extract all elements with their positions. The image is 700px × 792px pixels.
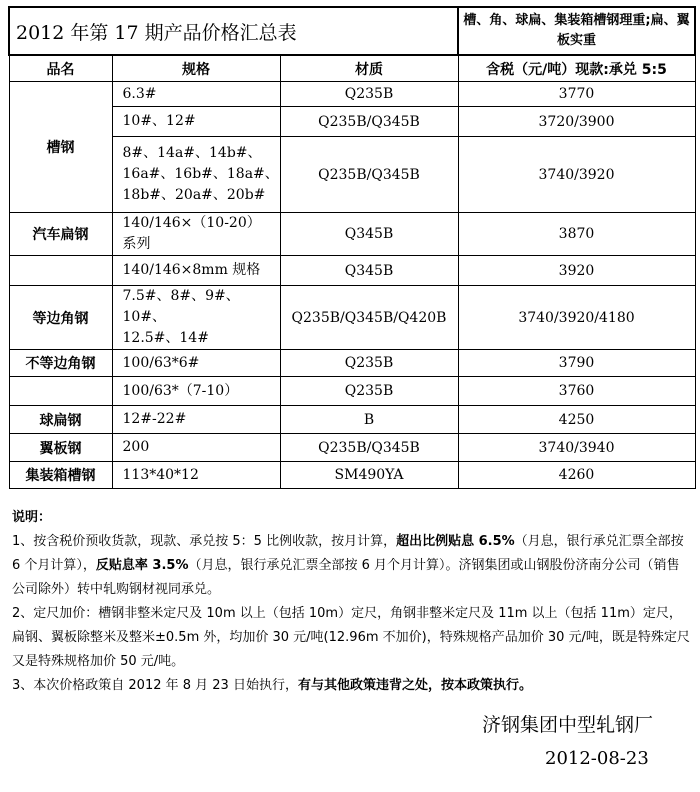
note-3: 3、本次价格政策自 2012 年 8 月 23 日始执行，有与其他政策违背之处，按本政策执行。 (12, 678, 532, 693)
price-cell: 3770 (458, 82, 695, 107)
spec-line: 8#、14a#、14b#、 (122, 145, 262, 161)
spec-cell (112, 137, 280, 213)
header-spec: 规格 (112, 55, 280, 82)
spec-cell: 140/146×8mm 规格 (112, 256, 280, 286)
price-cell: 3790 (458, 350, 695, 377)
material-cell: Q345B (280, 213, 458, 256)
notes-section (12, 506, 692, 698)
price-cell: 3740/3920/4180 (458, 286, 695, 350)
table-row (9, 286, 695, 350)
spec-line: 16a#、16b#、18a#、 (122, 166, 279, 182)
empty-product-cell (9, 256, 112, 286)
price-cell: 3870 (458, 213, 695, 256)
spec-line: 18b#、20a#、20b# (122, 187, 266, 203)
signature-date: 2012-08-23 (545, 748, 649, 769)
table-row (9, 377, 695, 406)
price-cell: 3740/3940 (458, 434, 695, 462)
table-row (9, 82, 695, 107)
material-cell: Q235B (280, 377, 458, 406)
note-1: 1、按含税价预收货款，现款、承兑按 5：5 比例收款，按月计算，超出比例贴息 6.5%（月息，银行承兑汇票全部按 6 个月计算），反贴息率 3.5%（月息，银行承兑汇票全部按 6 月个月计算）。济钢集团或山钢股份济南分公司（销售公司除外）转中轧购钢材视同承兑。 (12, 534, 684, 597)
spec-line: 12.5#、14# (122, 330, 209, 346)
product-bulb-flat: 球扁钢 (9, 406, 112, 434)
spec-cell: 100/63*6# (112, 350, 280, 377)
price-cell: 3740/3920 (458, 137, 695, 213)
material-cell: Q235B/Q345B/Q420B (280, 286, 458, 350)
header-material: 材质 (280, 55, 458, 82)
product-container-channel: 集装箱槽钢 (9, 462, 112, 489)
header-row (9, 55, 695, 82)
material-cell: Q235B/Q345B (280, 137, 458, 213)
spec-cell: 113*40*12 (112, 462, 280, 489)
spec-cell (112, 286, 280, 350)
empty-product-cell (9, 377, 112, 406)
spec-line: 7.5#、8#、9#、10#、 (122, 288, 240, 325)
material-cell: Q235B/Q345B (280, 107, 458, 137)
material-cell: B (280, 406, 458, 434)
header-product: 品名 (9, 55, 112, 82)
note-2: 2、定尺加价：槽钢非整米定尺及 10m 以上（包括 10m）定尺，角钢非整米定尺及 11m 以上（包括 11m）定尺，扁钢、翼板除整米及整米±0.5m 外，均加价 30 元/吨(12.96m 不加价)，特殊规格产品加价 30 元/吨，既是特殊定尺又是特殊规格加价 50 元/吨。 (12, 606, 690, 669)
product-channel: 槽钢 (9, 82, 112, 213)
spec-cell: 10#、12# (112, 107, 280, 137)
spec-cell: 12#-22# (112, 406, 280, 434)
spec-cell: 200 (112, 434, 280, 462)
spec-line: 系列 (122, 236, 151, 252)
product-flange: 翼板钢 (9, 434, 112, 462)
table-row (9, 406, 695, 434)
price-cell: 3720/3900 (458, 107, 695, 137)
spec-cell: 6.3# (112, 82, 280, 107)
notes-heading: 说明： (12, 510, 52, 525)
product-unequal-angle: 不等边角钢 (9, 350, 112, 377)
product-equal-angle: 等边角钢 (9, 286, 112, 350)
table-row (9, 350, 695, 377)
page-title: 2012 年第 17 期产品价格汇总表 (9, 7, 458, 55)
table-row (9, 213, 695, 256)
table-row (9, 256, 695, 286)
table-row (9, 107, 695, 137)
signature-company: 济钢集团中型轧钢厂 (482, 714, 654, 736)
material-cell: SM490YA (280, 462, 458, 489)
table-row (9, 462, 695, 489)
table-row (9, 137, 695, 213)
price-cell: 3920 (458, 256, 695, 286)
spec-cell: 100/63*（7-10） (112, 377, 280, 406)
price-table (8, 6, 696, 489)
material-cell: Q235B (280, 82, 458, 107)
price-cell: 3760 (458, 377, 695, 406)
spec-line: 140/146×（10-20） (122, 215, 261, 231)
header-price: 含税（元/吨）现款:承兑 5:5 (458, 55, 695, 82)
material-cell: Q235B (280, 350, 458, 377)
spec-cell (112, 213, 280, 256)
price-cell: 4260 (458, 462, 695, 489)
title-note: 槽、角、球扁、集装箱槽钢理重;扁、翼板实重 (458, 7, 695, 55)
product-auto-flat: 汽车扁钢 (9, 213, 112, 256)
table-row (9, 434, 695, 462)
material-cell: Q345B (280, 256, 458, 286)
material-cell: Q235B/Q345B (280, 434, 458, 462)
price-cell: 4250 (458, 406, 695, 434)
